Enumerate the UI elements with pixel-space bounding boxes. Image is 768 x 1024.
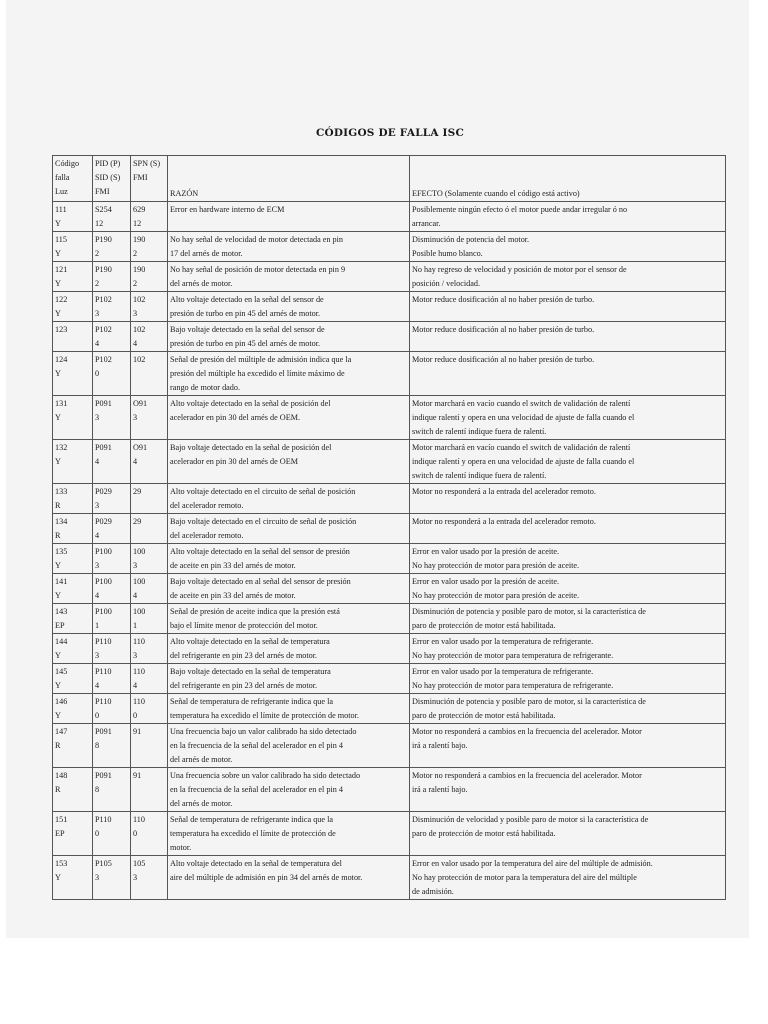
cell-spn: 100 1 (131, 604, 168, 634)
cell-pid: S254 12 (93, 202, 131, 232)
table-row (53, 664, 726, 694)
cell-codigo: 145 Y (53, 664, 93, 694)
cell-pid: P100 3 (93, 544, 131, 574)
cell-efecto: Motor no responderá a la entrada del acelerador remoto. (410, 514, 726, 544)
table-row (53, 292, 726, 322)
cell-razon: Bajo voltaje detectado en al señal del sensor de presión de aceite en pin 33 del arnés de motor. (168, 574, 410, 604)
table-row (53, 604, 726, 634)
cell-spn: 110 0 (131, 812, 168, 856)
cell-spn: 102 3 (131, 292, 168, 322)
cell-spn: 100 4 (131, 574, 168, 604)
cell-codigo: 123 (53, 322, 93, 352)
cell-pid: P102 0 (93, 352, 131, 396)
table-row (53, 856, 726, 900)
table-row (53, 634, 726, 664)
cell-razon: Alto voltaje detectado en la señal de posición del acelerador en pin 30 del arnés de OEM. (168, 396, 410, 440)
table-row (53, 484, 726, 514)
table-row (53, 724, 726, 768)
header-razon: RAZÓN (168, 156, 410, 202)
cell-codigo: 132 Y (53, 440, 93, 484)
cell-pid: P102 4 (93, 322, 131, 352)
cell-codigo: 143 EP (53, 604, 93, 634)
cell-codigo: 151 EP (53, 812, 93, 856)
cell-razon: Bajo voltaje detectado en la señal del sensor de presión de turbo en pin 45 del arnés de motor. (168, 322, 410, 352)
cell-codigo: 121 Y (53, 262, 93, 292)
table-row (53, 262, 726, 292)
cell-razon: Bajo voltaje detectado en la señal de temperatura del refrigerante en pin 23 del arnés de motor. (168, 664, 410, 694)
cell-pid: P110 0 (93, 694, 131, 724)
cell-spn: 91 (131, 724, 168, 768)
table-row (53, 768, 726, 812)
header-efecto: EFECTO (Solamente cuando el código está activo) (410, 156, 726, 202)
table-row (53, 232, 726, 262)
table-row (53, 322, 726, 352)
cell-efecto: Motor no responderá a la entrada del acelerador remoto. (410, 484, 726, 514)
cell-razon: Señal de temperatura de refrigerante indica que la temperatura ha excedido el límite de protección de motor. (168, 812, 410, 856)
table-header-row (53, 156, 726, 202)
cell-efecto: Motor marchará en vacío cuando el switch de validación de ralentí indique ralentí y opera en una velocidad de ajuste de falla cuando el switch de ralentí indique fuera de ralentí. (410, 396, 726, 440)
cell-spn: O91 3 (131, 396, 168, 440)
cell-codigo: 133 R (53, 484, 93, 514)
cell-razon: Alto voltaje detectado en la señal de temperatura del aire del múltiple de admisión en pin 34 del arnés de motor. (168, 856, 410, 900)
cell-spn: 629 12 (131, 202, 168, 232)
header-pid: PID (P) SID (S) FMI (93, 156, 131, 202)
cell-razon: Alto voltaje detectado en la señal del sensor de presión de turbo en pin 45 del arnés de motor. (168, 292, 410, 322)
cell-codigo: 153 Y (53, 856, 93, 900)
cell-efecto: Disminución de potencia y posible paro de motor, si la característica de paro de protección de motor está habilitada. (410, 604, 726, 634)
cell-efecto: Error en valor usado por la temperatura del aire del múltiple de admisión. No hay protección de motor para la temperatura del aire del múltiple de admisión. (410, 856, 726, 900)
cell-spn: 110 3 (131, 634, 168, 664)
table-row (53, 694, 726, 724)
cell-razon: No hay señal de velocidad de motor detectada en pin 17 del arnés de motor. (168, 232, 410, 262)
cell-codigo: 141 Y (53, 574, 93, 604)
cell-pid: P091 8 (93, 724, 131, 768)
cell-pid: P105 3 (93, 856, 131, 900)
cell-spn: 91 (131, 768, 168, 812)
cell-efecto: Motor reduce dosificación al no haber presión de turbo. (410, 352, 726, 396)
cell-pid: P102 3 (93, 292, 131, 322)
cell-razon: Señal de presión del múltiple de admisión indica que la presión del múltiple ha excedido el límite máximo de rango de motor dado. (168, 352, 410, 396)
cell-razon: Alto voltaje detectado en la señal de temperatura del refrigerante en pin 23 del arnés de motor. (168, 634, 410, 664)
table-row (53, 574, 726, 604)
header-codigo: Código falla Luz (53, 156, 93, 202)
table-row (53, 812, 726, 856)
cell-razon: Una frecuencia sobre un valor calibrado ha sido detectado en la frecuencia de la señal del acelerador en el pin 4 del arnés de motor. (168, 768, 410, 812)
table-row (53, 352, 726, 396)
cell-efecto: Disminución de potencia del motor. Posible humo blanco. (410, 232, 726, 262)
cell-spn: 110 4 (131, 664, 168, 694)
cell-efecto: Error en valor usado por la presión de aceite. No hay protección de motor para presión de aceite. (410, 544, 726, 574)
cell-razon: Alto voltaje detectado en el circuito de señal de posición del acelerador remoto. (168, 484, 410, 514)
cell-spn: 102 (131, 352, 168, 396)
cell-spn: 110 0 (131, 694, 168, 724)
cell-pid: P110 4 (93, 664, 131, 694)
cell-pid: P029 3 (93, 484, 131, 514)
cell-codigo: 131 Y (53, 396, 93, 440)
cell-spn: 29 (131, 514, 168, 544)
cell-razon: No hay señal de posición de motor detectada en pin 9 del arnés de motor. (168, 262, 410, 292)
cell-pid: P190 2 (93, 232, 131, 262)
cell-pid: P100 4 (93, 574, 131, 604)
cell-spn: 102 4 (131, 322, 168, 352)
cell-razon: Error en hardware interno de ECM (168, 202, 410, 232)
cell-spn: 29 (131, 484, 168, 514)
cell-pid: P091 3 (93, 396, 131, 440)
cell-razon: Señal de temperatura de refrigerante indica que la temperatura ha excedido el límite de protección de motor. (168, 694, 410, 724)
cell-efecto: Error en valor usado por la presión de aceite. No hay protección de motor para presión de aceite. (410, 574, 726, 604)
cell-codigo: 135 Y (53, 544, 93, 574)
cell-codigo: 146 Y (53, 694, 93, 724)
cell-razon: Una frecuencia bajo un valor calibrado ha sido detectado en la frecuencia de la señal del acelerador en el pin 4 del arnés de motor. (168, 724, 410, 768)
cell-efecto: Error en valor usado por la temperatura de refrigerante. No hay protección de motor para temperatura de refrigerante. (410, 664, 726, 694)
cell-spn: 100 3 (131, 544, 168, 574)
cell-pid: P190 2 (93, 262, 131, 292)
table-row (53, 440, 726, 484)
table-row (53, 396, 726, 440)
cell-efecto: Motor reduce dosificación al no haber presión de turbo. (410, 322, 726, 352)
cell-codigo: 148 R (53, 768, 93, 812)
fault-code-table-wrapper (52, 155, 725, 900)
cell-pid: P029 4 (93, 514, 131, 544)
cell-razon: Bajo voltaje detectado en el circuito de señal de posición del acelerador remoto. (168, 514, 410, 544)
cell-spn: 190 2 (131, 262, 168, 292)
scanned-page (6, 0, 749, 938)
cell-pid: P091 8 (93, 768, 131, 812)
cell-efecto: Disminución de velocidad y posible paro de motor si la característica de paro de protección de motor está habilitada. (410, 812, 726, 856)
cell-pid: P110 0 (93, 812, 131, 856)
cell-pid: P100 1 (93, 604, 131, 634)
cell-efecto: Error en valor usado por la temperatura de refrigerante. No hay protección de motor para temperatura de refrigerante. (410, 634, 726, 664)
header-spn: SPN (S) FMI (131, 156, 168, 202)
cell-efecto: Posiblemente ningún efecto ó el motor puede andar irregular ó no arrancar. (410, 202, 726, 232)
fault-code-table (52, 155, 726, 900)
cell-efecto: Motor marchará en vacío cuando el switch de validación de ralentí indique ralentí y opera en una velocidad de ajuste de falla cuando el switch de ralentí indique fuera de ralentí. (410, 440, 726, 484)
page-title: CÓDIGOS DE FALLA ISC (315, 127, 465, 139)
table-row (53, 514, 726, 544)
cell-spn: 105 3 (131, 856, 168, 900)
cell-spn: 190 2 (131, 232, 168, 262)
cell-codigo: 111 Y (53, 202, 93, 232)
cell-codigo: 115 Y (53, 232, 93, 262)
cell-efecto: Disminución de potencia y posible paro de motor, si la característica de paro de protección de motor está habilitada. (410, 694, 726, 724)
cell-codigo: 124 Y (53, 352, 93, 396)
table-row (53, 544, 726, 574)
cell-razon: Alto voltaje detectado en la señal del sensor de presión de aceite en pin 33 del arnés de motor. (168, 544, 410, 574)
cell-codigo: 122 Y (53, 292, 93, 322)
table-row (53, 202, 726, 232)
cell-pid: P091 4 (93, 440, 131, 484)
cell-codigo: 147 R (53, 724, 93, 768)
cell-razon: Bajo voltaje detectado en la señal de posición del acelerador en pin 30 del arnés de OEM (168, 440, 410, 484)
cell-spn: O91 4 (131, 440, 168, 484)
cell-codigo: 134 R (53, 514, 93, 544)
cell-pid: P110 3 (93, 634, 131, 664)
cell-efecto: Motor no responderá a cambios en la frecuencia del acelerador. Motor irá a ralentí bajo. (410, 724, 726, 768)
cell-efecto: Motor reduce dosificación al no haber presión de turbo. (410, 292, 726, 322)
cell-codigo: 144 Y (53, 634, 93, 664)
cell-razon: Señal de presión de aceite indica que la presión está bajo el límite menor de protección del motor. (168, 604, 410, 634)
cell-efecto: Motor no responderá a cambios en la frecuencia del acelerador. Motor irá a ralentí bajo. (410, 768, 726, 812)
cell-efecto: No hay regreso de velocidad y posición de motor por el sensor de posición / velocidad. (410, 262, 726, 292)
